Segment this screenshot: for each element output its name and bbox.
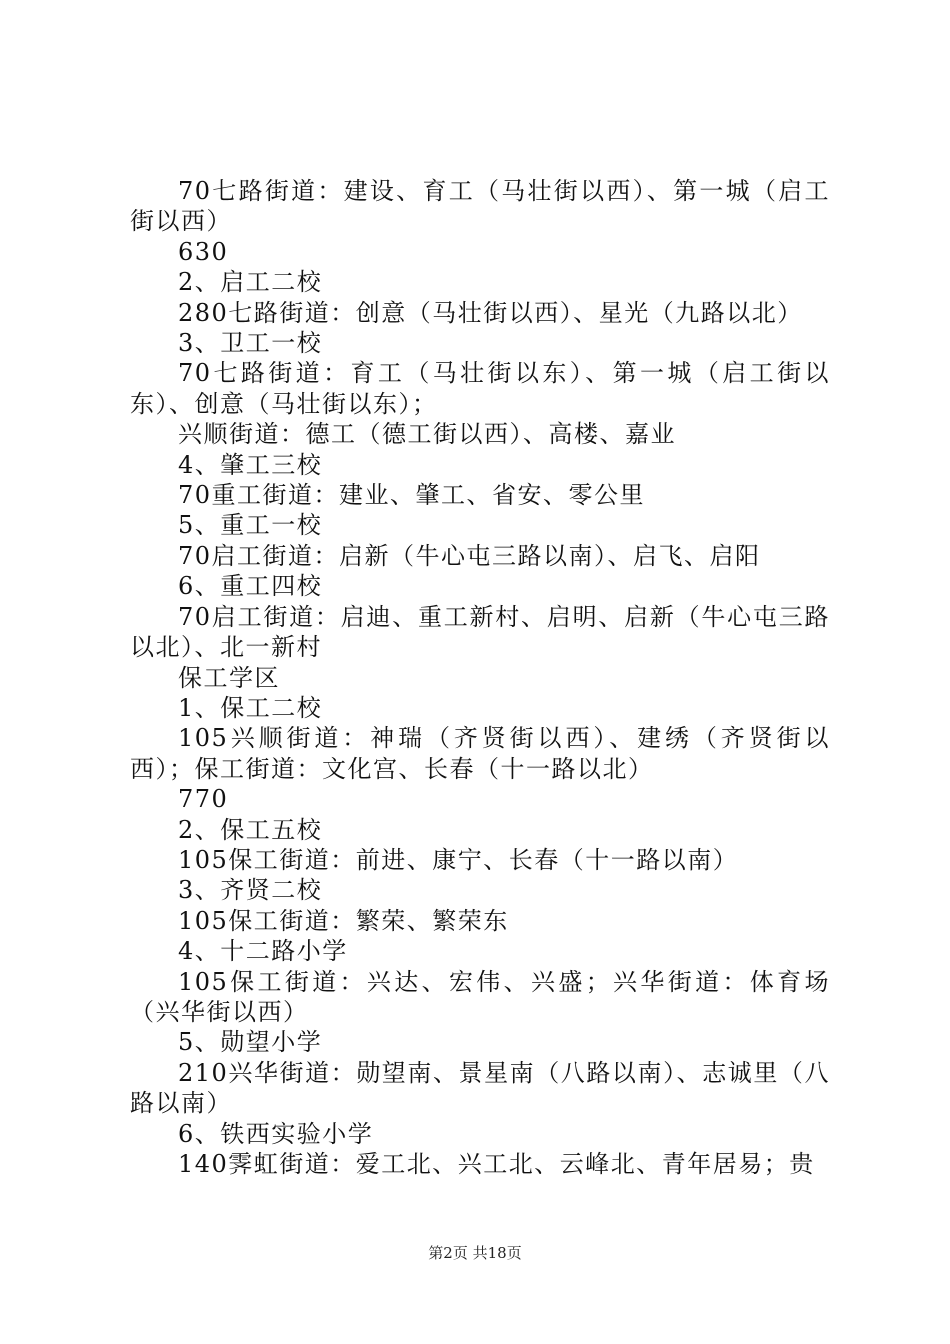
paragraph: 6、铁西实验小学	[178, 1119, 374, 1148]
paragraph: 70启工街道：启迪、重工新村、启明、启新（牛心屯三路以北）、北一新村	[130, 602, 830, 662]
section-heading: 保工学区	[178, 663, 280, 692]
paragraph: 3、齐贤二校	[178, 876, 323, 905]
paragraph: 105保工街道：繁荣、繁荣东	[178, 906, 509, 935]
paragraph: 70启工街道：启新（牛心屯三路以南）、启飞、启阳	[178, 541, 761, 570]
paragraph: 2、保工五校	[178, 815, 323, 844]
paragraph: 70七路街道：建设、育工（马壮街以西）、第一城（启工街以西）	[130, 177, 830, 236]
paragraph: 1、保工二校	[178, 693, 323, 722]
paragraph: 280七路街道：创意（马壮街以西）、星光（九路以北）	[178, 298, 803, 327]
paragraph: 70七路街道：育工（马壮街以东）、第一城（启工街以东）、创意（马壮街以东）；	[130, 359, 830, 418]
paragraph: 3、卫工一校	[178, 329, 323, 358]
paragraph: 630	[178, 237, 229, 266]
paragraph: 兴顺街道：德工（德工街以西）、高楼、嘉业	[178, 420, 676, 449]
paragraph: 105保工街道：兴达、宏伟、兴盛；兴华街道：体育场（兴华街以西）	[130, 967, 830, 1026]
paragraph: 770	[178, 785, 229, 814]
paragraph: 5、重工一校	[178, 511, 323, 540]
paragraph: 105兴顺街道：神瑞（齐贤街以西）、建绣（齐贤街以西）；保工街道：文化宫、长春（十一路以北）	[130, 724, 830, 783]
page-number-footer: 第2页 共18页	[428, 1244, 522, 1262]
paragraph: 4、肇工三校	[178, 450, 323, 479]
document-body	[130, 176, 830, 1179]
paragraph: 140霁虹街道：爱工北、兴工北、云峰北、青年居易；贵	[178, 1150, 815, 1178]
paragraph: 210兴华街道：勋望南、景星南（八路以南）、志诚里（八路以南）	[130, 1058, 830, 1118]
paragraph: 5、勋望小学	[178, 1028, 323, 1057]
paragraph: 6、重工四校	[178, 572, 323, 601]
paragraph: 4、十二路小学	[178, 937, 348, 966]
paragraph: 2、启工二校	[178, 268, 323, 297]
paragraph: 70重工街道：建业、肇工、省安、零公里	[178, 481, 646, 510]
paragraph: 105保工街道：前进、康宁、长春（十一路以南）	[178, 845, 739, 874]
